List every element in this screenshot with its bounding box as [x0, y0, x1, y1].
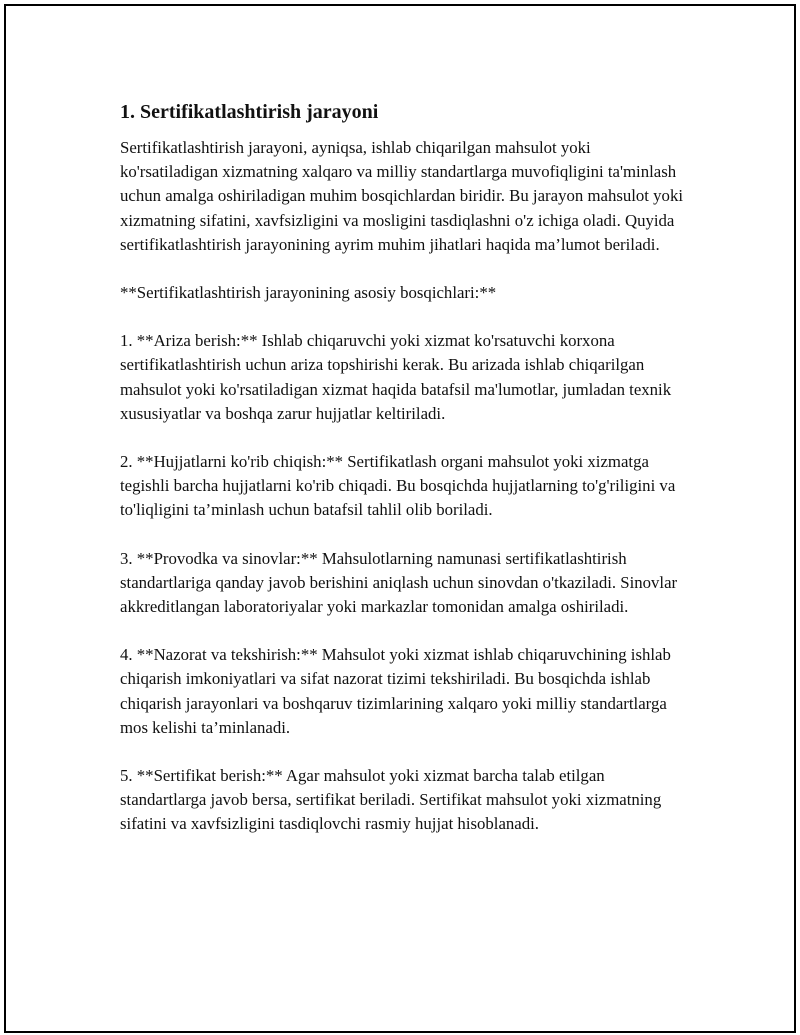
intro-paragraph: Sertifikatlashtirish jarayoni, ayniqsa, ishlab chiqarilgan mahsulot yoki ko'rsatiladigan xizmatning xalqaro va milliy standartlarga muvofiqligini ta'minlash uchun amalga oshiriladigan muhim bosqichlardan biridir. Bu jarayon mahsulot yoki xizmatning sifatini, xavfsizligini va mosligini tasdiqlashni o'z ichiga oladi. Quyida sertifikatlashtirish jarayonining ayrim muhim jihatlari haqida ma’lumot beriladi. — [120, 138, 683, 254]
step-4-paragraph: 4. **Nazorat va tekshirish:** Mahsulot yoki xizmat ishlab chiqaruvchining ishlab chiqarish imkoniyatlari va sifat nazorat tizimi tekshiriladi. Bu bosqichda ishlab chiqarish jarayonlari va boshqaruv tizimlarining xalqaro yoki milliy standartlarga mos kelishi ta’minlanadi. — [120, 645, 671, 737]
document-title: 1. Sertifikatlashtirish jarayoni — [120, 101, 379, 123]
steps-heading-paragraph: **Sertifikatlashtirish jarayonining asosiy bosqichlari:** — [120, 283, 497, 303]
step-3-paragraph: 3. **Provodka va sinovlar:** Mahsulotlarning namunasi sertifikatlashtirish standartlariga qanday javob berishini aniqlash uchun sinovdan o'tkaziladi. Sinovlar akkreditlangan laboratoriyalar yoki markazlar tomonidan amalga oshiriladi. — [120, 548, 678, 617]
step-5-paragraph: 5. **Sertifikat berish:** Agar mahsulot yoki xizmat barcha talab etilgan standartlarga javob bersa, sertifikat beriladi. Sertifikat mahsulot yoki xizmatning sifatini va xavfsizligini tasdiqlovchi rasmiy hujjat hisoblanadi. — [120, 766, 662, 834]
page-frame — [4, 4, 796, 1033]
step-1-paragraph: 1. **Ariza berish:** Ishlab chiqaruvchi yoki xizmat ko'rsatuvchi korxona sertifikatlashtirish uchun ariza topshirishi kerak. Bu arizada ishlab chiqarilgan mahsulot yoki ko'rsatiladigan xizmat haqida batafsil ma'lumotlar, jumladan texnik xususiyatlar va boshqa zarur hujjatlar keltiriladi. — [120, 331, 672, 423]
step-2-paragraph: 2. **Hujjatlarni ko'rib chiqish:** Sertifikatlash organi mahsulot yoki xizmatga tegishli barcha hujjatlarni ko'rib chiqadi. Bu bosqichda hujjatlarning to'g'riligini va to'liqligini ta’minlash uchun batafsil tahlil olib boriladi. — [120, 452, 676, 520]
document-body — [120, 98, 692, 861]
